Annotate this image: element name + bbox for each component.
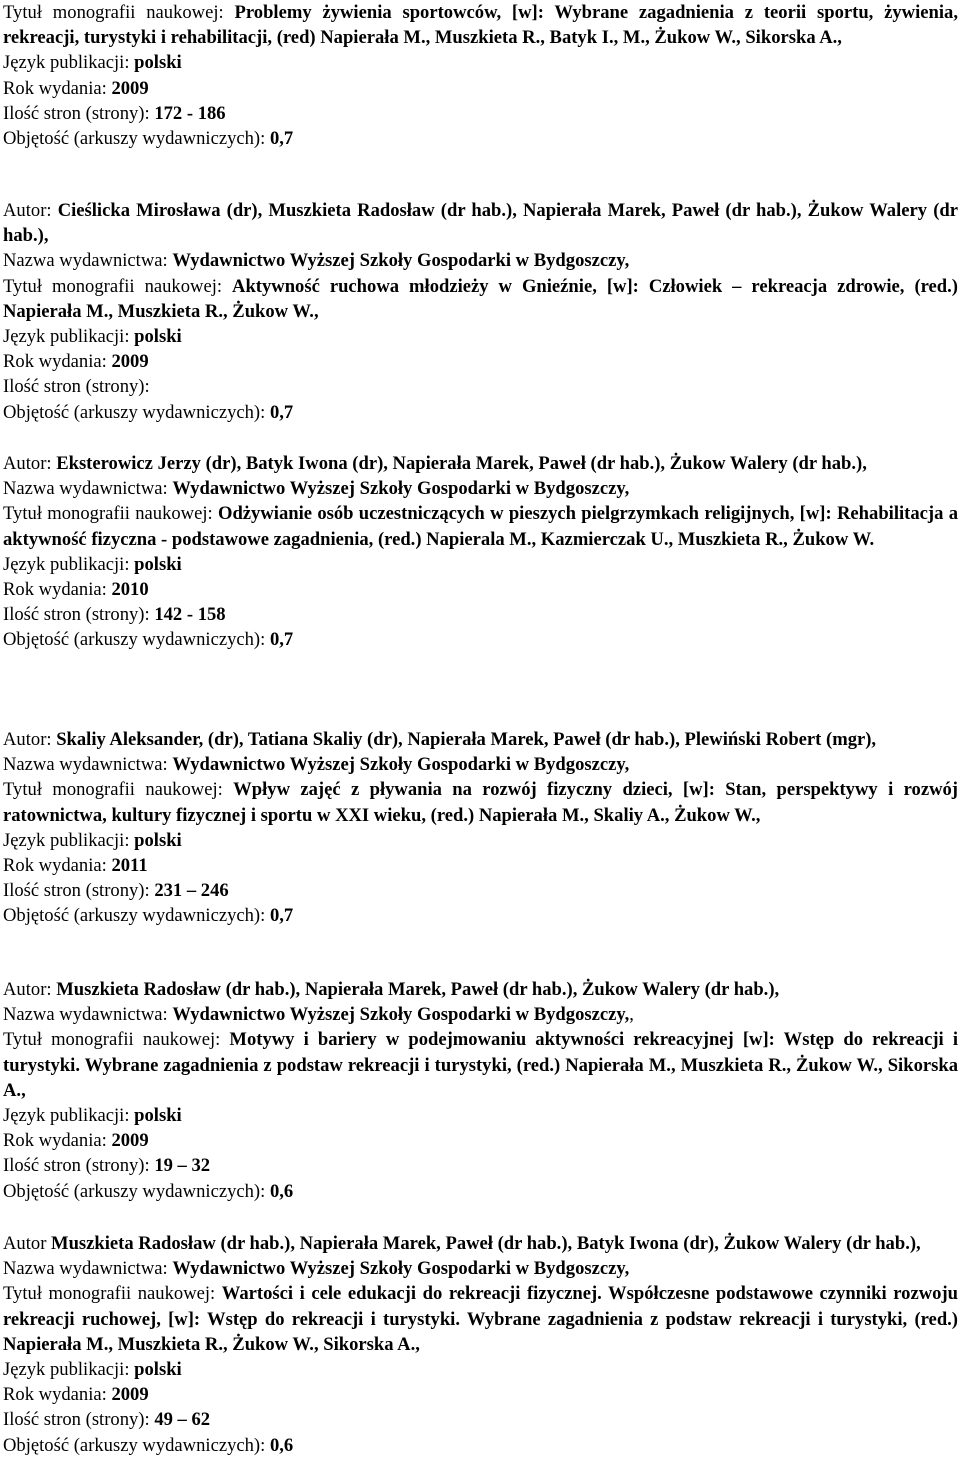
sheets-label: Objętość (arkuszy wydawniczych): xyxy=(3,401,270,423)
language-label: Język publikacji: xyxy=(3,52,135,74)
sheets-value: 0,6 xyxy=(269,1434,294,1456)
language-value: polski xyxy=(134,326,182,348)
author-line xyxy=(3,727,958,752)
pages-label: Ilość stron (strony): xyxy=(3,880,155,902)
pages-label: Ilość stron (strony): xyxy=(3,1409,155,1431)
year-label: Rok wydania: xyxy=(3,351,112,373)
year-label: Rok wydania: xyxy=(3,579,112,601)
title-line xyxy=(3,1281,958,1357)
publisher-value: Wydawnictwo Wyższej Szkoły Gospodarki w Bydgoszczy, xyxy=(172,754,630,776)
language-value: polski xyxy=(134,553,182,575)
sheets-value: 0,7 xyxy=(269,905,294,927)
author-value: Skaliy Aleksander, (dr), Tatiana Skaliy (dr), Napierała Marek, Paweł (dr hab.), Plewiński Robert (mgr), xyxy=(56,729,877,750)
pages-line xyxy=(3,878,958,903)
language-label: Język publikacji: xyxy=(3,553,135,575)
publisher-label: Nazwa wydawnictwa: xyxy=(3,250,173,272)
publisher-label: Nazwa wydawnictwa: xyxy=(3,754,173,776)
year-value: 2009 xyxy=(111,351,149,373)
publisher-line xyxy=(3,752,958,777)
pages-label: Ilość stron (strony): xyxy=(3,102,155,124)
year-label: Rok wydania: xyxy=(3,77,112,99)
author-label: Autor: xyxy=(3,979,57,1000)
publisher-line xyxy=(3,248,958,273)
year-line xyxy=(3,76,958,101)
author-line xyxy=(3,977,958,1002)
year-label: Rok wydania: xyxy=(3,1384,112,1406)
author-label: Autor: xyxy=(3,453,57,474)
publisher-value: Wydawnictwo Wyższej Szkoły Gospodarki w Bydgoszczy, xyxy=(172,1258,630,1280)
author-value: Muszkieta Radosław (dr hab.), Napierała Marek, Paweł (dr hab.), Żukow Walery (dr hab.), xyxy=(56,979,780,1000)
year-label: Rok wydania: xyxy=(3,855,112,877)
title-label: Tytuł monografii naukowej: xyxy=(3,779,234,801)
publisher-line xyxy=(3,1002,958,1027)
publisher-label: Nazwa wydawnictwa: xyxy=(3,478,173,500)
publisher-value: Wydawnictwo Wyższej Szkoły Gospodarki w Bydgoszczy, xyxy=(172,1004,630,1026)
title-line xyxy=(3,501,958,551)
sheets-line xyxy=(3,903,958,928)
pages-value: 142 - 158 xyxy=(154,604,226,626)
publisher-tail: , xyxy=(629,1004,634,1026)
publisher-label: Nazwa wydawnictwa: xyxy=(3,1004,173,1026)
author-line xyxy=(3,451,958,476)
language-label: Język publikacji: xyxy=(3,1359,135,1381)
pages-line xyxy=(3,101,958,126)
year-value: 2009 xyxy=(111,77,149,99)
title-value: Aktywność ruchowa młodzieży w Gnieźnie, [w]: Człowiek – rekreacja zdrowie, (red.) Napierała M., Muszkieta R., Żukow W., xyxy=(3,275,958,322)
language-label: Język publikacji: xyxy=(3,1105,135,1127)
pages-line xyxy=(3,602,958,627)
pages-value: 19 – 32 xyxy=(154,1155,211,1177)
author-label: Autor: xyxy=(3,729,57,750)
language-line xyxy=(3,50,958,75)
title-line xyxy=(3,1027,958,1103)
language-line xyxy=(3,1103,958,1128)
title-line xyxy=(3,274,958,324)
language-label: Język publikacji: xyxy=(3,326,135,348)
sheets-value: 0,6 xyxy=(269,1180,294,1202)
publisher-line xyxy=(3,1256,958,1281)
year-line xyxy=(3,1128,958,1153)
title-value: Motywy i bariery w podejmowaniu aktywności rekreacyjnej [w]: Wstęp do rekreacji i turystyki. Wybrane zagadnienia z podstaw rekreacji i turystyki, (red.) Napierała M., Muszkieta R., Żukow W., Sikorska A., xyxy=(3,1029,958,1101)
language-line xyxy=(3,552,958,577)
sheets-line xyxy=(3,400,958,425)
title-label: Tytuł monografii naukowej: xyxy=(3,503,218,525)
title-label: Tytuł monografii naukowej: xyxy=(3,1029,230,1051)
language-line xyxy=(3,324,958,349)
publisher-label: Nazwa wydawnictwa: xyxy=(3,1258,173,1280)
sheets-line xyxy=(3,1179,958,1204)
year-line xyxy=(3,1382,958,1407)
publication-entry-6 xyxy=(3,1231,958,1458)
sheets-value: 0,7 xyxy=(269,128,294,150)
author-label: Autor xyxy=(3,1233,52,1254)
language-value: polski xyxy=(134,829,182,851)
title-label: Tytuł monografii naukowej: xyxy=(3,2,235,23)
sheets-label: Objętość (arkuszy wydawniczych): xyxy=(3,1434,270,1456)
publisher-value: Wydawnictwo Wyższej Szkoły Gospodarki w Bydgoszczy, xyxy=(172,478,630,500)
sheets-label: Objętość (arkuszy wydawniczych): xyxy=(3,905,270,927)
year-value: 2011 xyxy=(111,855,148,877)
pages-value: 231 – 246 xyxy=(154,880,229,902)
publisher-line xyxy=(3,476,958,501)
pages-label: Ilość stron (strony): xyxy=(3,1155,155,1177)
title-value: Wpływ zajęć z pływania na rozwój fizyczny dzieci, [w]: Stan, perspektywy i rozwój ratownictwa, kultury fizycznej i sportu w XXI wieku, (red.) Napierała M., Skaliy A., Żukow W., xyxy=(3,779,958,826)
title-label: Tytuł monografii naukowej: xyxy=(3,1283,222,1305)
author-line xyxy=(3,198,958,248)
year-line xyxy=(3,577,958,602)
pages-line xyxy=(3,374,958,399)
publication-entry-1 xyxy=(3,0,958,151)
language-value: polski xyxy=(134,1359,182,1381)
sheets-label: Objętość (arkuszy wydawniczych): xyxy=(3,1180,270,1202)
publication-entry-4 xyxy=(3,727,958,929)
pages-line xyxy=(3,1153,958,1178)
year-label: Rok wydania: xyxy=(3,1130,112,1152)
year-line xyxy=(3,853,958,878)
language-line xyxy=(3,1357,958,1382)
publication-entry-2 xyxy=(3,198,958,425)
pages-value: 49 – 62 xyxy=(154,1409,211,1431)
title-value: Odżywianie osób uczestniczących w pieszych pielgrzymkach religijnych, [w]: Rehabilitacja a aktywność fizyczna - podstawowe zagadnienia, (red.) Napierala M., Kazmierczak U., Muszkieta R., Żukow W. xyxy=(3,503,958,550)
language-value: polski xyxy=(134,1105,182,1127)
sheets-line xyxy=(3,126,958,151)
sheets-line xyxy=(3,1433,958,1458)
sheets-label: Objętość (arkuszy wydawniczych): xyxy=(3,128,270,150)
language-line xyxy=(3,828,958,853)
publication-entry-3 xyxy=(3,451,958,653)
title-line xyxy=(3,777,958,827)
pages-label: Ilość stron (strony): xyxy=(3,604,155,626)
pages-label: Ilość stron (strony): xyxy=(3,376,150,398)
sheets-line xyxy=(3,627,958,652)
language-label: Język publikacji: xyxy=(3,829,135,851)
publication-entry-5 xyxy=(3,977,958,1204)
title-line xyxy=(3,0,958,50)
title-label: Tytuł monografii naukowej: xyxy=(3,275,233,297)
author-value: Cieślicka Mirosława (dr), Muszkieta Radosław (dr hab.), Napierała Marek, Paweł (dr hab.), Żukow Walery (dr hab.), xyxy=(3,200,958,247)
year-value: 2009 xyxy=(111,1384,149,1406)
language-value: polski xyxy=(134,52,182,74)
author-line xyxy=(3,1231,958,1256)
year-line xyxy=(3,349,958,374)
publisher-value: Wydawnictwo Wyższej Szkoły Gospodarki w Bydgoszczy, xyxy=(172,250,630,272)
author-value: Eksterowicz Jerzy (dr), Batyk Iwona (dr), Napierała Marek, Paweł (dr hab.), Żukow Walery (dr hab.), xyxy=(56,453,867,474)
year-value: 2009 xyxy=(111,1130,149,1152)
pages-line xyxy=(3,1407,958,1432)
year-value: 2010 xyxy=(111,579,149,601)
title-value: Problemy żywienia sportowców, [w]: Wybrane zagadnienia z teorii sportu, żywienia, rekreacji, turystyki i rehabilitacji, (red) Napierała M., Muszkieta R., Batyk I., M., Żukow W., Sikorska A., xyxy=(3,2,958,49)
author-label: Autor: xyxy=(3,200,58,221)
sheets-value: 0,7 xyxy=(269,629,294,651)
title-value: Wartości i cele edukacji do rekreacji fizycznej. Współczesne podstawowe czynniki rozwoju rekreacji ruchowej, [w]: Wstęp do rekreacji i turystyki. Wybrane zagadnienia z podstaw rekreacji i turystyki, (red.) Napierała M., Muszkieta R., Żukow W., Sikorska A., xyxy=(3,1283,958,1355)
author-value: Muszkieta Radosław (dr hab.), Napierała Marek, Paweł (dr hab.), Batyk Iwona (dr), Żukow Walery (dr hab.), xyxy=(51,1233,921,1254)
sheets-value: 0,7 xyxy=(269,401,294,423)
sheets-label: Objętość (arkuszy wydawniczych): xyxy=(3,629,270,651)
pages-value: 172 - 186 xyxy=(154,102,226,124)
